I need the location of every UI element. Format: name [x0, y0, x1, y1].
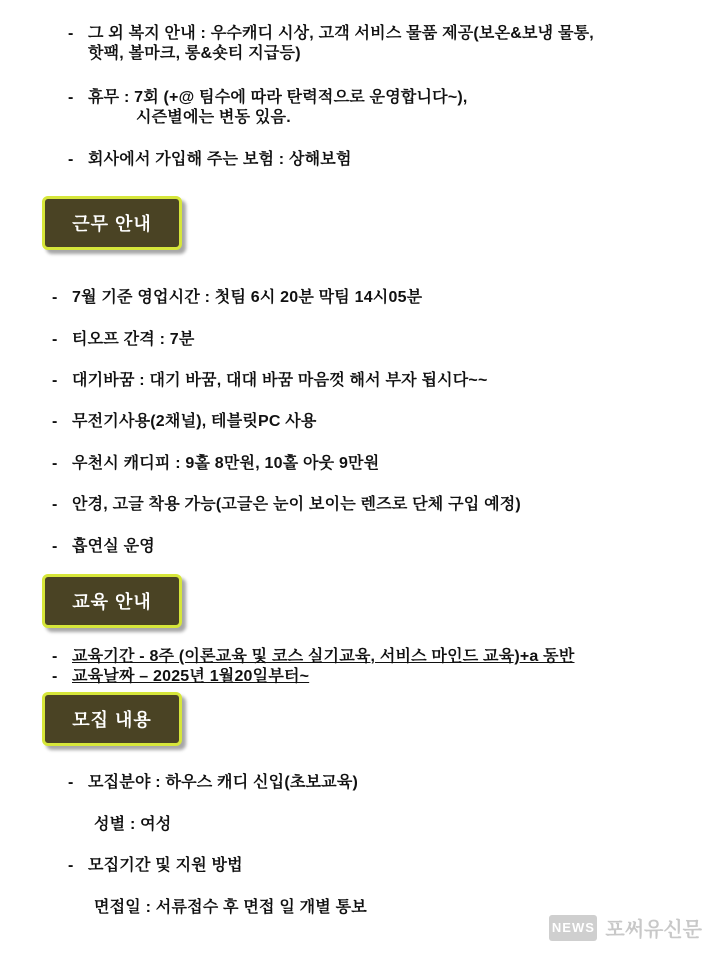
bullet-dash: - — [52, 496, 58, 513]
work-header-label: 근무 안내 — [72, 214, 152, 234]
education-header-label: 교육 안내 — [72, 592, 152, 612]
bullet-dash: - — [68, 25, 74, 42]
bullet-dash: - — [68, 774, 74, 791]
watermark-logo-text: NEWS — [551, 920, 595, 935]
bullet-dash: - — [68, 857, 74, 874]
work-item: 우천시 캐디피 : 9홀 8만원, 10홀 아웃 9만원 — [72, 455, 380, 472]
bullet-dash: - — [52, 538, 58, 555]
education-period: 교육기간 - 8주 (이론교육 및 코스 실기교육, 서비스 마인드 교육)+a 동반 — [72, 648, 575, 665]
bullet-dash: - — [52, 455, 58, 472]
recruit-section-header — [42, 692, 182, 746]
welfare-line-2: 핫팩, 볼마크, 롱&숏티 지급등) — [88, 45, 301, 62]
work-section-header — [42, 196, 182, 250]
watermark-text: 포써유신문 — [605, 919, 702, 941]
bullet-dash: - — [52, 331, 58, 348]
recruit-gender: 성별 : 여성 — [94, 816, 172, 833]
recruit-header-label: 모집 내용 — [72, 710, 152, 730]
welfare-line-1: 그 외 복지 안내 : 우수캐디 시상, 고객 서비스 물품 제공(보온&보냉 물통, — [88, 25, 594, 42]
holiday-line-2: 시즌별에는 변동 있음. — [136, 109, 291, 126]
work-item: 7월 기준 영업시간 : 첫팀 6시 20분 막팀 14시05분 — [72, 289, 423, 306]
publisher-watermark — [549, 913, 702, 942]
education-section-header — [42, 574, 182, 628]
recruit-field: 모집분야 : 하우스 캐디 신입(초보교육) — [88, 774, 359, 791]
bullet-dash: - — [52, 413, 58, 430]
bullet-dash: - — [68, 89, 74, 106]
work-item: 안경, 고글 착용 가능(고글은 눈이 보이는 렌즈로 단체 구입 예정) — [72, 496, 521, 513]
bullet-dash: - — [52, 289, 58, 306]
news-logo-icon — [549, 915, 597, 941]
bullet-dash: - — [52, 648, 58, 665]
holiday-line-1: 휴무 : 7회 (+@ 팀수에 따라 탄력적으로 운영합니다~), — [88, 89, 468, 106]
recruit-interview: 면접일 : 서류접수 후 면접 일 개별 통보 — [94, 899, 367, 916]
recruit-period: 모집기간 및 지원 방법 — [88, 857, 243, 874]
bullet-dash: - — [68, 151, 74, 168]
work-item: 무전기사용(2채널), 테블릿PC 사용 — [72, 413, 317, 430]
work-item: 티오프 간격 : 7분 — [72, 331, 195, 348]
insurance-line: 회사에서 가입해 주는 보험 : 상해보험 — [88, 151, 352, 168]
bullet-dash: - — [52, 372, 58, 389]
education-date: 교육날짜 – 2025년 1월20일부터~ — [72, 668, 310, 685]
work-item: 대기바꿈 : 대기 바꿈, 대대 바꿈 마음껏 해서 부자 됩시다~~ — [72, 372, 488, 389]
bullet-dash: - — [52, 668, 58, 685]
work-item: 흡연실 운영 — [72, 538, 155, 555]
